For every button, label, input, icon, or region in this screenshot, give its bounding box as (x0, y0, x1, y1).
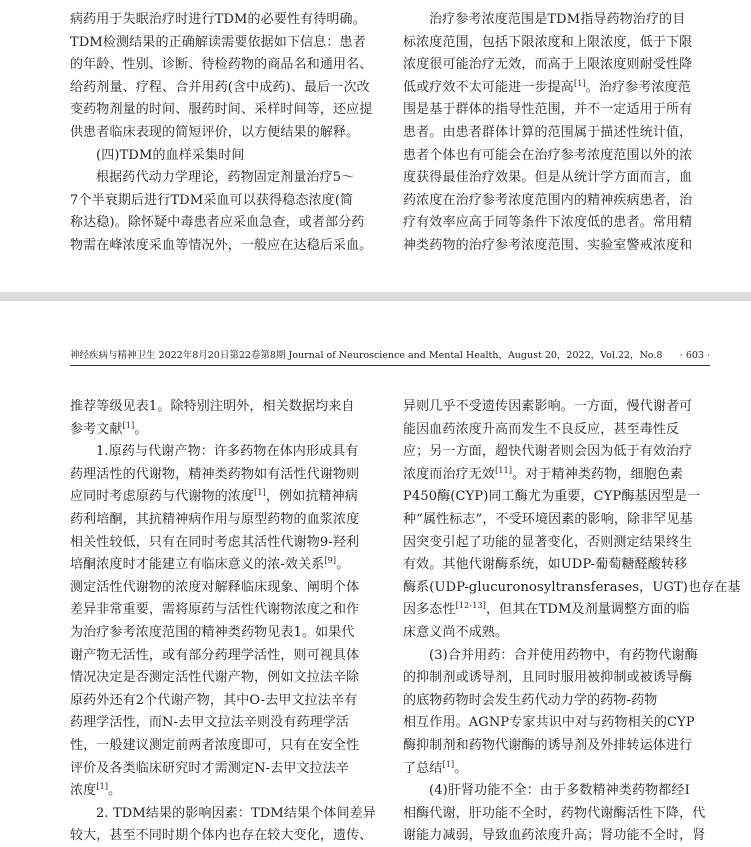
citation-marker: [12-13] (455, 601, 486, 611)
text-line: 浓度而治疗无效[11]。对于精神类药物，细胞色素 (403, 465, 684, 482)
text-line: 相互作用。AGNP专家共识中对与药物相关的CYP (403, 715, 695, 731)
text-line: 给药剂量、疗程、合并用药(含中成药)、最后一次改 (70, 79, 370, 95)
text-line: 因突变引起了功能的显著变化，否则测定结果终生 (403, 534, 693, 550)
page-603 (0, 301, 751, 844)
text-line: 浓度很可能治疗无效，而高于上限浓度则耐受性降 (403, 57, 693, 73)
text-line: 相关性较低，只有在同时考虑其活性代谢物9-羟利 (70, 534, 360, 550)
text-line: 患者。由患者群体计算的范围属于描述性统计值， (403, 125, 693, 140)
text-line: 2. TDM结果的影响因素：TDM结果个体间差异 (96, 805, 376, 821)
text-line: 度获得最佳治疗效果。但是从统计学方面而言，血 (403, 170, 693, 186)
text-line: (四)TDM的血样采集时间 (96, 147, 245, 163)
citation-marker: [1] (122, 420, 135, 430)
text-line: 7个半衰期后进行TDM采血可以获得稳态浓度(简 (70, 192, 354, 208)
text-line: 1.原药与代谢产物：许多药物在体内形成具有 (96, 444, 359, 460)
text-line: 了总结[1]。 (403, 759, 468, 776)
text-line: (3)合并用药：合并使用药物中，有药物代谢酶 (429, 647, 698, 663)
journal-citation: 神经疾病与精神卫生 2022年8月20日第22卷第8期 Journal of Neuroscience and Mental Health，August 20，2022，Vol.22，No.8 (70, 350, 663, 361)
citation-marker: [1] (96, 782, 109, 792)
text-line: 低或疗效不太可能进一步提高[1]。治疗参考浓度范 (403, 78, 691, 95)
text-line: 种“属性标志”，不受环境因素的影响，除非罕见基 (403, 512, 693, 527)
text-line: 标浓度范围，包括下限浓度和上限浓度，低于下限 (403, 34, 693, 50)
text-line: 评价及各类临床研究时才需测定N-去甲文拉法辛 (70, 760, 350, 776)
text-line: 为治疗参考浓度范围的精神类药物见表1。如果代 (70, 625, 355, 640)
text-line: 床意义尚不成熟。 (403, 625, 509, 640)
text-line: 酶系(UDP-glucuronosyltransferases，UGT)也存在基 (403, 579, 741, 595)
text-line: 参考文献[1]。 (70, 420, 148, 437)
citation-marker: [1] (573, 78, 586, 88)
text-line: 药利培酮，其抗精神病作用与原型药物的血浆浓度 (70, 512, 360, 527)
text-line: 称达稳)。除怀疑中毒患者应采血急查，或者部分药 (70, 215, 365, 231)
running-header (70, 349, 710, 363)
text-line: 的年龄、性别、诊断、待检药物的商品名和通用名、 (70, 57, 373, 73)
text-line: 治疗参考浓度范围是TDM指导药物治疗的目 (429, 12, 686, 27)
text-line: 浓度[1]。 (70, 782, 122, 799)
text-line: 因多态性[12-13]，但其在TDM及剂量调整方面的临 (403, 601, 690, 618)
text-line: 培酮浓度时才能建立有临床意义的浓-效关系[9]。 (70, 556, 350, 573)
citation-marker: [11] (495, 465, 513, 475)
text-line: 应同时考虑原药与代谢物的浓度[1]，例如抗精神病 (70, 488, 358, 505)
text-line: 推荐等级见表1。除特别注明外，相关数据均来自 (70, 399, 355, 414)
previous-page-fragment (0, 0, 751, 292)
text-line: 的底物药物时会发生药代动力学的药物-药物 (403, 692, 658, 708)
text-line: 能因血药浓度升高而发生不良反应，甚至毒性反 (403, 421, 680, 437)
text-line: 患者个体也有可能会在治疗参考浓度范围以外的浓 (403, 147, 693, 163)
text-line: 药理学活性，而N-去甲文拉法辛则没有药理学活 (70, 715, 350, 731)
text-line: 相酶代谢，肝功能不全时，药物代谢酶活性下降，代 (403, 805, 706, 821)
text-line: TDM检测结果的正确解读需要依据如下信息：患者 (70, 34, 366, 50)
text-line: 物需在峰浓度采血等情况外，一般应在达稳后采血。 (70, 238, 373, 253)
text-line: 较大，甚至不同时期个体内也存在较大变化，遗传、 (70, 828, 373, 844)
text-line: 差异非常重要，需将原药与活性代谢物浓度之和作 (70, 602, 360, 618)
text-line: 的抑制剂或诱导剂，且同时服用被抑制或被诱导酶 (403, 670, 693, 686)
text-line: 有效。其他代谢酶系统，如UDP-葡萄糖醛酸转移 (403, 557, 688, 573)
text-line: 测定活性代谢物的浓度对解释临床现象、阐明个体 (70, 579, 360, 595)
text-line: 疗有效率应高于同等条件下浓度低的患者。常用精 (403, 215, 693, 231)
text-line: 围是基于群体的指导性范围，并不一定适用于所有 (403, 102, 693, 118)
text-line: 药浓度在治疗参考浓度范围内的精神疾病患者，治 (403, 192, 693, 208)
citation-marker: [9] (324, 556, 337, 566)
text-line: 病药用于失眠治疗时进行TDM的必要性有待明确。 (70, 12, 366, 27)
page-number: · 603 · (679, 350, 710, 361)
text-line: 原药外还有2个代谢产物，其中O-去甲文拉法辛有 (70, 692, 358, 708)
header-rule (70, 365, 710, 366)
text-line: 供患者临床表现的简短评价，以方便结果的解释。 (70, 125, 360, 140)
text-line: 谢产物无活性，或有部分药理学活性，则可视具体 (70, 647, 360, 663)
text-line: 谢能力减弱，导致血药浓度升高；肾功能不全时，肾 (403, 828, 706, 844)
text-line: 神类药物的治疗参考浓度范围、实验室警戒浓度和 (403, 238, 693, 253)
text-line: 药理活性的代谢物，精神类药物如有活性代谢物则 (70, 466, 360, 482)
text-line: 变药物剂量的时间、服药时间、采样时间等，还应提 (70, 102, 373, 118)
text-line: 根据药代动力学理论，药物固定剂量治疗5～ (96, 170, 355, 186)
citation-marker: [1] (442, 759, 455, 769)
citation-marker: [1] (254, 488, 266, 498)
text-line: (4)肝肾功能不全：由于多数精神类药物都经Ⅰ (429, 783, 690, 799)
text-line: 性，一般建议测定前两者浓度即可，只有在安全性 (70, 738, 360, 753)
text-line: 情况决定是否测定活性代谢产物，例如文拉法辛除 (70, 670, 360, 686)
text-line: 异则几乎不受遗传因素影响。一方面，慢代谢者可 (403, 399, 693, 414)
page-separator (0, 292, 751, 301)
text-line: P450酶(CYP)同工酶尤为重要，CYP酶基因型是一 (403, 489, 701, 505)
text-line: 应；另一方面，超快代谢者则会因为低于有效治疗 (403, 444, 693, 460)
text-line: 酶抑制剂和药物代谢酶的诱导剂及外排转运体进行 (403, 738, 693, 753)
